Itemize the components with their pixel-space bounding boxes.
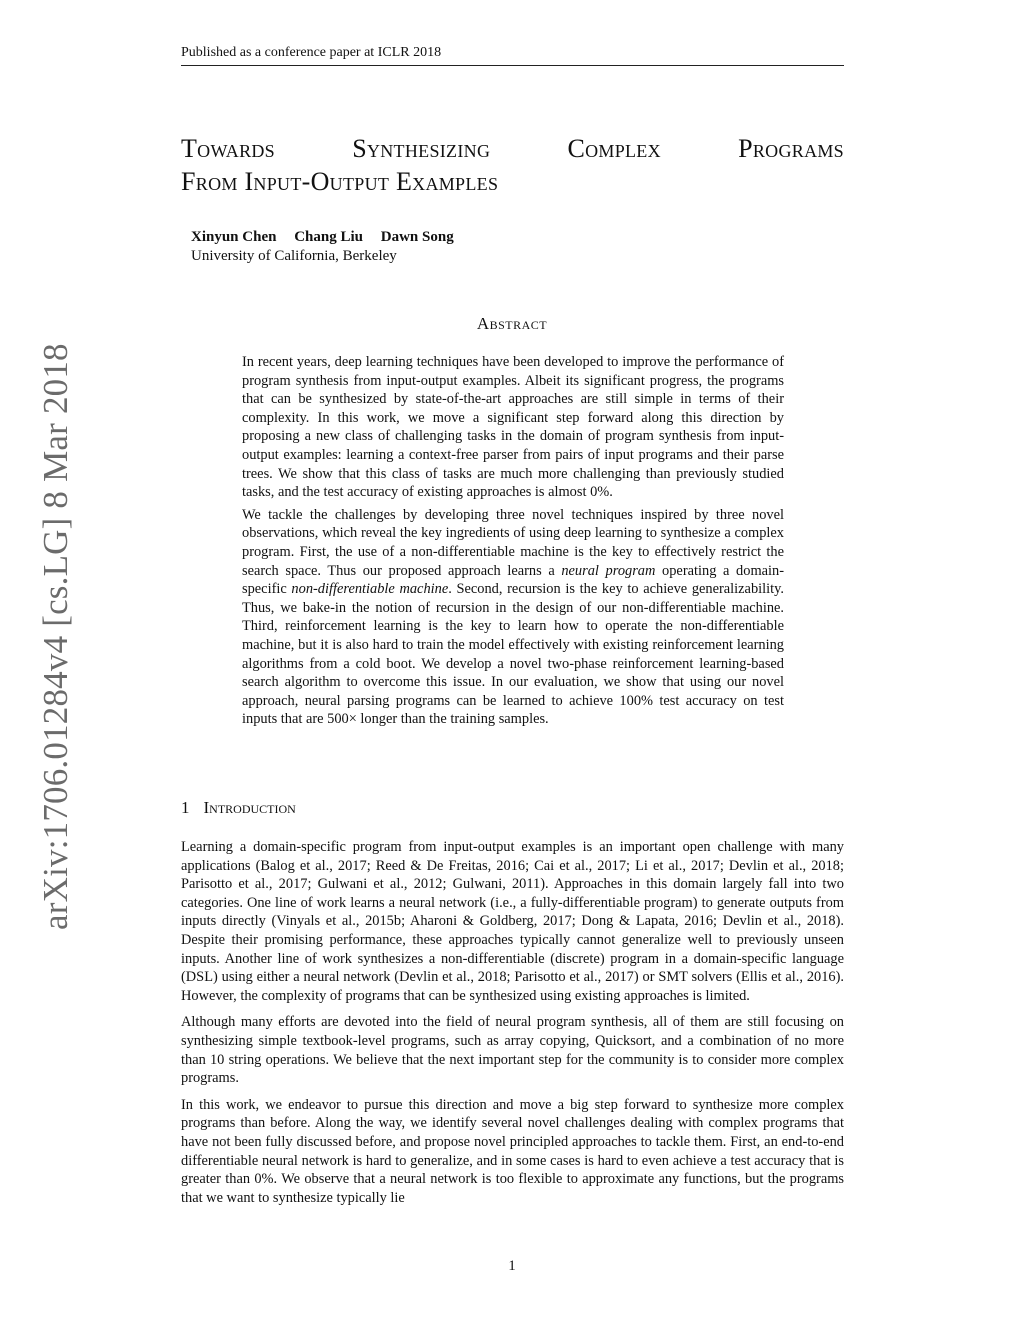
arxiv-identifier: arXiv:1706.01284v4 [cs.LG] 8 Mar 2018	[36, 343, 75, 930]
author-name: Xinyun Chen	[191, 229, 277, 245]
abstract-paragraph-1: In recent years, deep learning techniques have been developed to improve the performance of program synthesis from input-output examples. Albeit its significant progress, the programs that can be synthesized by state-of-the-art approaches are still simple in terms of their complexity. In this work, we move a significant step forward along this direction by proposing a new class of challenging tasks in the domain of program synthesis from input-output examples: learning a context-free parser from pairs of input programs and their parse trees. We show that this class of tasks are much more challenging than previously studied tasks, and the test accuracy of existing approaches is almost 0%.	[242, 354, 784, 501]
abstract-emphasis: neural program	[561, 562, 656, 579]
abstract-body	[242, 353, 784, 733]
author-name: Dawn Song	[380, 229, 454, 245]
intro-paragraph-3: In this work, we endeavor to pursue this direction and move a big step forward to synthesize more complex programs than before. Along the way, we identify several novel challenges dealing with complex programs that have not been fully discussed before, and propose novel principled approaches to tackle them. First, an end-to-end differentiable neural network is hard to generalize, and in some cases is hard to even achieve a test accuracy that is greater than 0%. We observe that a neural network is too flexible to approximate any functions, but the programs that we want to synthesize typically lie	[181, 1096, 844, 1206]
intro-paragraph-1: Learning a domain-specific program from input-output examples is an important open challenge with many applications (Balog et al., 2017; Reed & De Freitas, 2016; Cai et al., 2017; Li et al., 2017; Devlin et al., 2018; Parisotto et al., 2017; Gulwani et al., 2012; Gulwani, 2011). Approaches in this domain largely fall into two categories. One line of work learns a neural network (i.e., a fully-differentiable program) to generate outputs from inputs directly (Vinyals et al., 2015b; Aharoni & Goldberg, 2017; Dong & Lapata, 2016; Devlin et al., 2018). Despite their promising performance, these approaches typically cannot generalize well to previously unseen inputs. Another line of work synthesizes a non-differentiable (discrete) program in a domain-specific language (DSL) using either a neural network (Devlin et al., 2018; Parisotto et al., 2017) or SMT solvers (Ellis et al., 2016). However, the complexity of programs that can be synthesized using existing approaches is limited.	[181, 839, 844, 1004]
section-title: Introduction	[203, 798, 296, 817]
title-word: Complex	[567, 134, 661, 163]
abstract-text: We tackle the challenges by developing three novel techniques inspired by three novel observations, which reveal the key ingredients of using deep learning to synthesize a complex program. First, the use of a non-differentiable machine is the key to effectively restrict the search space. Thus our proposed approach learns a	[242, 506, 784, 579]
paper-title	[181, 132, 844, 198]
author-block	[191, 228, 468, 266]
author-names	[191, 228, 468, 247]
intro-paragraph-2: Although many efforts are devoted into the field of neural program synthesis, all of them are still focusing on synthesizing simple textbook-level programs, such as array copying, Quicksort, and a combination of no more than 10 string operations. We believe that the next important step for the community is to consider more complex programs.	[181, 1014, 844, 1087]
title-word: Programs	[738, 134, 844, 163]
section-heading-introduction	[181, 798, 296, 818]
abstract-paragraph-2	[242, 506, 784, 729]
title-word: Towards	[181, 134, 275, 163]
title-word: Synthesizing	[352, 134, 491, 163]
title-line-2: From Input-Output Examples	[181, 167, 499, 196]
section-number: 1	[181, 798, 190, 817]
page-number: 1	[508, 1258, 516, 1274]
author-name: Chang Liu	[294, 229, 363, 245]
affiliation: University of California, Berkeley	[191, 248, 397, 264]
abstract-text: operating a domain-specific	[242, 562, 785, 598]
abstract-text: . Second, recursion is the key to achieve generalizability. Thus, we bake-in the notion of recursion in the design of our non-differentiable machine. Third, reinforcement learning is the key to learn how to operate the non-differentiable machine, but it is also hard to train the model effectively with existing reinforcement learning algorithms from a cold boot. We develop a novel two-phase reinforcement learning-based search algorithm to overcome this issue. In our evaluation, we show that using our novel approach, neural parsing programs can be learned to achieve 100% test accuracy on test inputs that are 500× longer than the training samples.	[242, 581, 784, 728]
title-line-1	[181, 132, 844, 165]
abstract-emphasis: non-differentiable machine	[291, 581, 449, 598]
running-header: Published as a conference paper at ICLR 2018	[181, 44, 844, 66]
introduction-body	[181, 838, 844, 1215]
abstract-heading: Abstract	[476, 314, 548, 333]
